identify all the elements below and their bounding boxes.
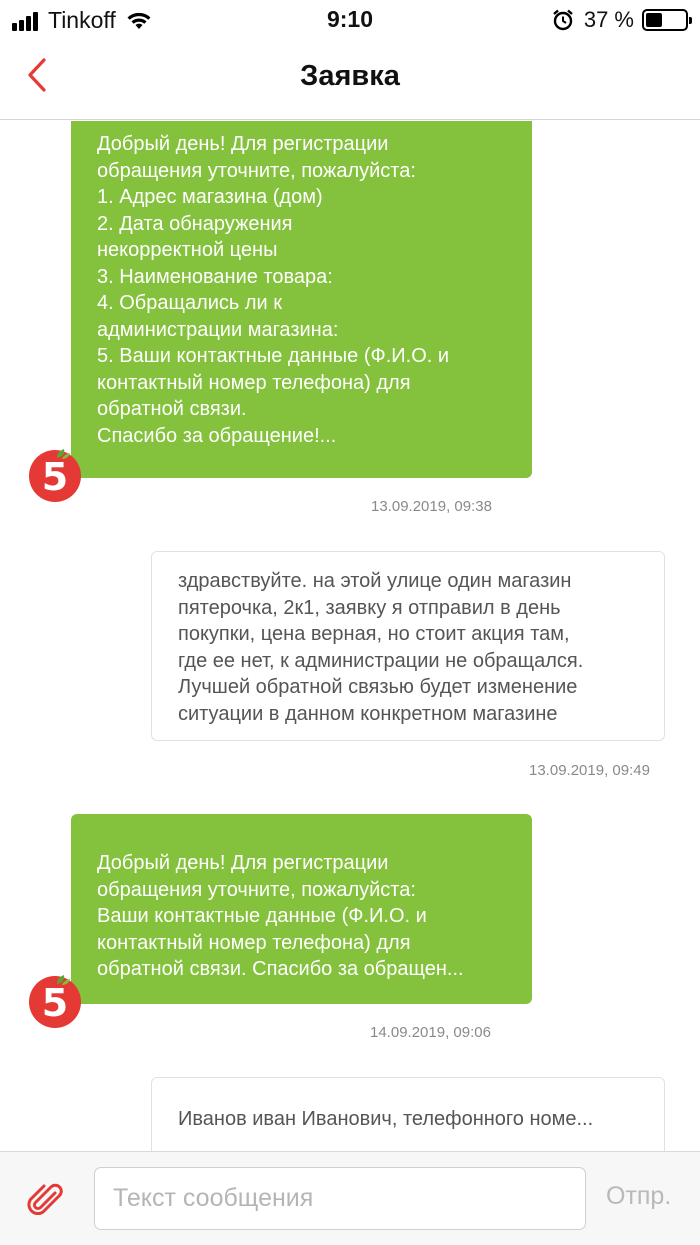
incoming-message [71,814,532,1004]
message-line: 2. Дата обнаружения [97,212,293,235]
message-line: обратной связи. Спасибо за обращен... [97,958,464,980]
message-composer [0,1151,700,1245]
message-line: покупки, цена верная, но стоит акция там, [178,623,570,645]
battery-cap [689,17,692,24]
pyaterochka-logo-icon [26,445,84,503]
message-line: Ваши контактные данные (Ф.И.О. и [97,905,427,927]
message-line: контактный номер телефона) для [97,371,411,394]
svg-text:5: 5 [41,455,69,499]
paperclip-icon[interactable] [26,1180,66,1220]
message-line: пятерочка, 2к1, заявку я отправил в день [178,596,561,619]
outgoing-message [151,551,665,741]
message-line: обращения уточните, пожалуйста: [97,878,416,901]
message-line: Спасибо за обращение!... [97,424,337,447]
carrier-name: Tinkoff [48,7,116,33]
wifi-icon [126,11,152,31]
status-bar-left [12,7,152,34]
message-input[interactable] [94,1167,586,1230]
message-line: Добрый день! Для регистрации [97,852,389,874]
battery-percent: 37 % [583,7,634,32]
alarm-icon [552,9,574,31]
message-line: некорректной цены [97,239,278,261]
incoming-message [71,121,532,478]
message-line: обращения уточните, пожалуйста: [97,159,416,182]
battery-level [646,13,662,27]
message-line: обратной связи. [97,398,247,420]
message-timestamp: 13.09.2019, 09:49 [529,762,650,779]
chat-thread[interactable] [0,121,700,1151]
message-line: Добрый день! Для регистрации [97,133,389,155]
battery-icon [642,9,688,31]
message-line: здравствуйте. на этой улице один магазин [178,570,572,592]
message-line: 5. Ваши контактные данные (Ф.И.О. и [97,345,450,367]
message-line: 1. Адрес магазина (дом) [97,186,323,208]
message-line: контактный номер телефона) для [97,931,411,954]
status-bar [0,0,700,40]
message-line: администрации магазина: [97,318,339,341]
pyaterochka-logo-icon [26,971,84,1029]
message-line: Лучшей обратной связью будет изменение [178,676,578,698]
signal-icon [12,11,40,31]
message-line: 4. Обращались ли к [97,292,283,314]
message-line: 3. Наименование товара: [97,265,333,288]
message-line: Иванов иван Иванович, телефонного номе... [178,1108,594,1130]
message-line: где ее нет, к администрации не обращался. [178,649,584,672]
page-title: Заявка [300,60,400,92]
message-line: ситуации в данном конкретном магазине [178,702,558,725]
nav-bar [0,40,700,120]
send-button[interactable]: Отпр. [606,1182,672,1210]
outgoing-message [151,1077,665,1151]
message-timestamp: 14.09.2019, 09:06 [370,1024,491,1041]
status-bar-right [552,7,688,33]
svg-text:5: 5 [41,981,69,1025]
message-timestamp: 13.09.2019, 09:38 [371,498,492,515]
status-time: 9:10 [326,6,374,32]
